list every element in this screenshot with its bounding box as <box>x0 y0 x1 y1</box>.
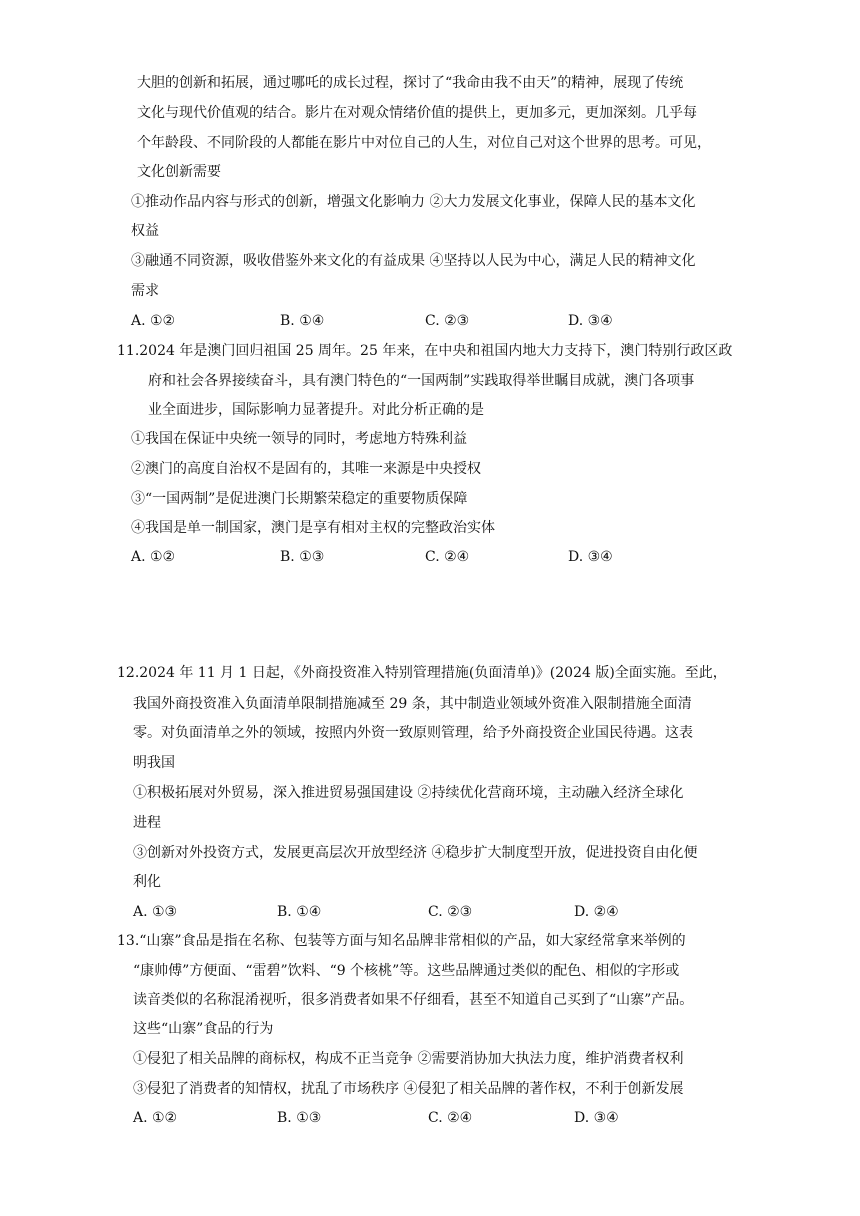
q11-statement: ③“一国两制”是促进澳门长期繁荣稳定的重要物质保障 <box>131 491 468 507</box>
q11-option-b: B. ①③ <box>280 549 325 565</box>
q12-stem-line: 12.2024 年 11 月 1 日起，《外商投资准入特别管理措施(负面清单)》(2024 版)全面实施。至此， <box>117 665 727 681</box>
q11-statement: ②澳门的高度自治权不是固有的，其唯一来源是中央授权 <box>131 461 481 477</box>
q12-option-b: B. ①④ <box>277 904 322 920</box>
q13-stem-line: “康帅傅”方便面、“雷碧”饮料、“9 个核桃”等。这些品牌通过类似的配色、相似的字形或 <box>133 963 680 979</box>
q11-stem-line: 业全面进步，国际影响力显著提升。对此分析正确的是 <box>148 402 484 418</box>
q12-option-a: A. ①③ <box>133 904 178 920</box>
q12-stem-line: 明我国 <box>133 755 175 771</box>
q12-statement: 利化 <box>133 874 161 890</box>
q13-stem-line: 读音类似的名称混淆视听，很多消费者如果不仔细看，甚至不知道自己买到了“山寨”产品。 <box>133 992 694 1008</box>
q12-statement: 进程 <box>133 815 161 831</box>
q13-statement: ③侵犯了消费者的知情权，扰乱了市场秩序 ④侵犯了相关品牌的著作权，不利于创新发展 <box>133 1081 684 1097</box>
q13-option-d: D. ③④ <box>574 1110 619 1126</box>
q10-statement: ①推动作品内容与形式的创新，增强文化影响力 ②大力发展文化事业，保障人民的基本文化 <box>131 194 696 210</box>
q11-stem-line: 府和社会各界接续奋斗，具有澳门特色的“一国两制”实践取得举世瞩目成就，澳门各项事 <box>148 373 695 389</box>
q10-statement: ③融通不同资源，吸收借鉴外来文化的有益成果 ④坚持以人民为中心，满足人民的精神文化 <box>131 253 696 269</box>
q10-stem-line: 文化与现代价值观的结合。影片在对观众情绪价值的提供上，更加多元，更加深刻。几乎每 <box>137 105 697 121</box>
q12-stem-line: 我国外商投资准入负面清单限制措施减至 29 条，其中制造业领域外资准入限制措施全面清 <box>133 696 692 712</box>
q12-statement: ③创新对外投资方式，发展更高层次开放型经济 ④稳步扩大制度型开放，促进投资自由化便 <box>133 845 698 861</box>
q13-stem-line: 这些“山寨”食品的行为 <box>133 1021 274 1037</box>
q11-statement: ①我国在保证中央统一领导的同时，考虑地方特殊利益 <box>131 431 467 447</box>
q10-option-b: B. ①④ <box>280 313 325 329</box>
q12-stem-line: 零。对负面清单之外的领域，按照内外资一致原则管理，给予外商投资企业国民待遇。这表 <box>133 725 693 741</box>
q12-option-c: C. ②③ <box>428 904 473 920</box>
q13-option-c: C. ②④ <box>428 1110 473 1126</box>
q13-option-a: A. ①② <box>133 1110 178 1126</box>
q10-option-d: D. ③④ <box>568 313 613 329</box>
q13-option-b: B. ①③ <box>277 1110 322 1126</box>
q10-statement: 权益 <box>131 223 159 239</box>
q10-statement: 需求 <box>131 283 159 299</box>
q10-option-a: A. ①② <box>131 313 176 329</box>
q13-stem-line: 13.“山寨”食品是指在名称、包装等方面与知名品牌非常相似的产品，如大家经常拿来举例的 <box>117 933 686 949</box>
q10-stem-line: 大胆的创新和拓展，通过哪吒的成长过程，探讨了“我命由我不由天”的精神，展现了传统 <box>137 75 684 91</box>
q10-stem-line: 文化创新需要 <box>137 164 221 180</box>
q13-statement: ①侵犯了相关品牌的商标权，构成不正当竞争 ②需要消协加大执法力度，维护消费者权利 <box>133 1051 684 1067</box>
q11-option-d: D. ③④ <box>568 549 613 565</box>
q10-stem-line: 个年龄段、不同阶段的人都能在影片中对位自己的人生，对位自己对这个世界的思考。可见， <box>137 135 711 151</box>
q12-option-d: D. ②④ <box>574 904 619 920</box>
q11-stem-line: 11.2024 年是澳门回归祖国 25 周年。25 年来，在中央和祖国内地大力支持下，澳门特别行政区政 <box>117 343 733 359</box>
q11-statement: ④我国是单一制国家，澳门是享有相对主权的完整政治实体 <box>131 520 495 536</box>
q11-option-a: A. ①② <box>131 549 176 565</box>
q10-option-c: C. ②③ <box>425 313 470 329</box>
q11-option-c: C. ②④ <box>425 549 470 565</box>
q12-statement: ①积极拓展对外贸易，深入推进贸易强国建设 ②持续优化营商环境，主动融入经济全球化 <box>133 785 684 801</box>
